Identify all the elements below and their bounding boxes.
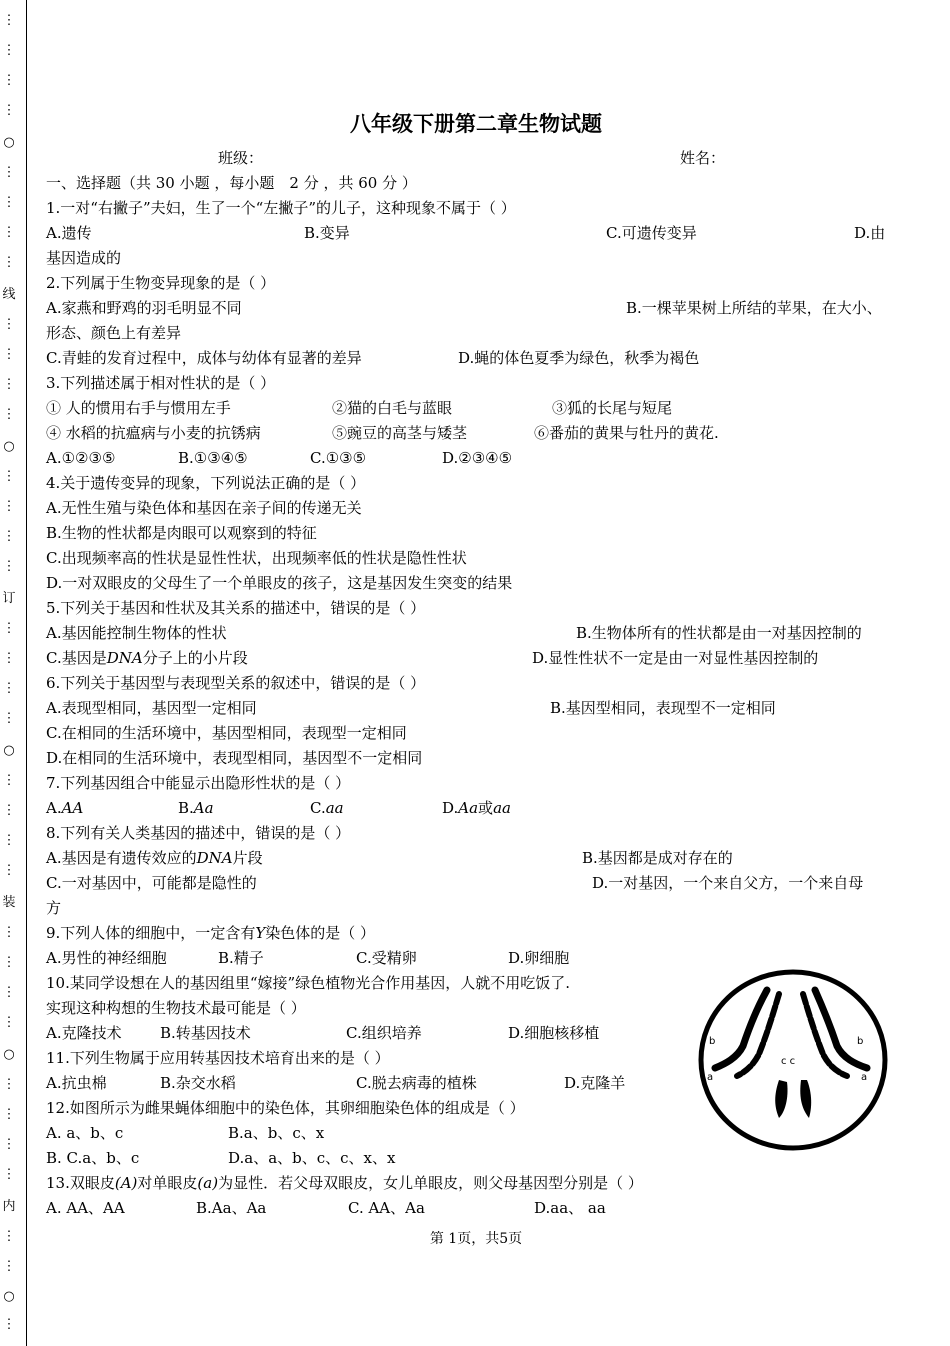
- q3-option-c: C.①③⑤: [310, 449, 367, 467]
- q3-item-3: ③狐的长尾与短尾: [552, 399, 673, 417]
- page-title: 八年级下册第二章生物试题: [350, 112, 602, 136]
- q3-item-2: ②猫的白毛与蓝眼: [332, 399, 453, 417]
- q4-option-c: C.出现频率高的性状是显性性状，出现频率低的性状是隐性性状: [46, 549, 467, 567]
- q2-option-b: B.一棵苹果树上所结的苹果，在大小、: [626, 299, 882, 317]
- q2-option-a: A.家燕和野鸡的羽毛明显不同: [46, 299, 242, 317]
- q8-option-d: D.一对基因，一个来自父方，一个来自母: [592, 874, 864, 892]
- chromosome-figure: [697, 968, 889, 1153]
- binding-line: [26, 0, 27, 1346]
- question-1: 1.一对“右撇子”夫妇，生了一个“左撇子”的儿子，这种现象不属于（ ）: [46, 199, 516, 217]
- q8-option-a: A.基因是有遗传效应的DNA片段: [46, 849, 263, 867]
- q7-option-a: A.AA: [46, 799, 84, 817]
- q3-item-5: ⑤豌豆的高茎与矮茎: [332, 424, 468, 442]
- q6-option-d: D.在相同的生活环境中，表现型相同，基因型不一定相同: [46, 749, 423, 767]
- q6-option-b: B.基因型相同，表现型不一定相同: [550, 699, 776, 717]
- binding-dots: ⋮ ⋮ ⋮ ⋮ ○ ⋮ ⋮ ⋮ ⋮ 线 ⋮ ⋮ ⋮ ⋮ ○ ⋮ ⋮ ⋮ ⋮ 订 ⋮ ⋮ ⋮ ⋮ ○ ⋮ ⋮ ⋮ ⋮ 装 ⋮ ⋮ ⋮ ⋮ ○ ⋮ ⋮ ⋮ ⋮ 内 ⋮ ⋮ ○ ⋮: [2, 13, 16, 1332]
- q11-option-d: D.克隆羊: [564, 1074, 626, 1092]
- q13-option-c: C. AA、Aa: [348, 1199, 425, 1217]
- q2-option-d: D.蝇的体色夏季为绿色，秋季为褐色: [458, 349, 700, 367]
- q3-option-d: D.②③④⑤: [442, 449, 513, 467]
- q9-option-b: B.精子: [218, 949, 264, 967]
- question-7: 7.下列基因组合中能显示出隐形性状的是（ ）: [46, 774, 351, 792]
- question-11: 11.下列生物属于应用转基因技术培育出来的是（ ）: [46, 1049, 390, 1067]
- q6-option-a: A.表现型相同，基因型一定相同: [46, 699, 257, 717]
- q10-option-b: B.转基因技术: [160, 1024, 251, 1042]
- q10-option-d: D.细胞核移植: [508, 1024, 600, 1042]
- question-6: 6.下列关于基因型与表现型关系的叙述中，错误的是（ ）: [46, 674, 426, 692]
- question-10-cont: 实现这种构想的生物技术最可能是（ ）: [46, 999, 306, 1017]
- q7-option-b: B.Aa: [178, 799, 214, 817]
- q12-option-d: D.a、a、b、c、c、x、x: [228, 1149, 396, 1167]
- binding-mark-xian: 线: [2, 287, 16, 302]
- question-4: 4.关于遗传变异的现象，下列说法正确的是（ ）: [46, 474, 366, 492]
- question-3: 3.下列描述属于相对性状的是（ ）: [46, 374, 276, 392]
- q1-option-b: B.变异: [304, 224, 350, 242]
- q9-option-d: D.卵细胞: [508, 949, 570, 967]
- q10-option-a: A.克隆技术: [46, 1024, 122, 1042]
- question-8: 8.下列有关人类基因的描述中，错误的是（ ）: [46, 824, 351, 842]
- q9-option-c: C.受精卵: [356, 949, 417, 967]
- figure-label-b-right: b: [857, 1036, 864, 1047]
- q12-option-c: B. C.a、b、c: [46, 1149, 140, 1167]
- question-2: 2.下列属于生物变异现象的是（ ）: [46, 274, 276, 292]
- q3-option-a: A.①②③⑤: [46, 449, 116, 467]
- page-footer: 第 1页，共5页: [429, 1231, 523, 1247]
- q13-option-b: B.Aa、Aa: [196, 1199, 267, 1217]
- binding-mark-nei: 内: [2, 1199, 16, 1214]
- q5-option-b: B.生物体所有的性状都是由一对基因控制的: [576, 624, 862, 642]
- figure-label-cc: c c: [781, 1056, 796, 1067]
- section-heading: 一、选择题（共 30 小题 ，每小题 2 分 ，共 60 分 ）: [46, 174, 417, 192]
- q5-option-c: C.基因是DNA分子上的小片段: [46, 649, 248, 667]
- q12-option-a: A. a、b、c: [46, 1124, 124, 1142]
- name-label: 姓名：: [680, 149, 726, 167]
- q8-option-c: C.一对基因中，可能都是隐性的: [46, 874, 257, 892]
- question-5: 5.下列关于基因和性状及其关系的描述中，错误的是（ ）: [46, 599, 426, 617]
- figure-label-a-right: a: [861, 1072, 868, 1083]
- question-12: 12.如图所示为雌果蝇体细胞中的染色体，其卵细胞染色体的组成是（ ）: [46, 1099, 525, 1117]
- q4-option-b: B.生物的性状都是肉眼可以观察到的特征: [46, 524, 317, 542]
- question-10: 10.某同学设想在人的基因组里“嫁接”绿色植物光合作用基因，人就不用吃饭了.: [46, 974, 570, 992]
- q10-option-c: C.组织培养: [346, 1024, 422, 1042]
- q2-option-c: C.青蛙的发育过程中，成体与幼体有显著的差异: [46, 349, 362, 367]
- q11-option-a: A.抗虫棉: [46, 1074, 107, 1092]
- binding-margin: [0, 0, 28, 1346]
- q5-option-a: A.基因能控制生物体的性状: [46, 624, 227, 642]
- q1-option-d: D.由: [854, 224, 886, 242]
- q4-option-d: D.一对双眼皮的父母生了一个单眼皮的孩子，这是基因发生突变的结果: [46, 574, 513, 592]
- q1-option-c: C.可遗传变异: [606, 224, 697, 242]
- question-9: 9.下列人体的细胞中，一定含有Y染色体的是（ ）: [46, 924, 376, 942]
- q3-option-b: B.①③④⑤: [178, 449, 248, 467]
- q8-option-b: B.基因都是成对存在的: [582, 849, 733, 867]
- q13-option-a: A. AA、AA: [46, 1199, 125, 1217]
- q3-item-6: ⑥番茄的黄果与牡丹的黄花.: [534, 424, 719, 442]
- q11-option-c: C.脱去病毒的植株: [356, 1074, 477, 1092]
- q7-option-c: C.aa: [310, 799, 344, 817]
- q6-option-c: C.在相同的生活环境中，基因型相同，表现型一定相同: [46, 724, 407, 742]
- q2-option-b-cont: 形态、颜色上有差异: [46, 324, 182, 342]
- q13-option-d: D.aa、 aa: [534, 1199, 606, 1217]
- q1-option-a: A.遗传: [46, 224, 92, 242]
- binding-mark-zhuang: 装: [2, 895, 16, 910]
- figure-label-b-left: b: [709, 1036, 716, 1047]
- figure-label-a-left: a: [707, 1072, 714, 1083]
- q4-option-a: A.无性生殖与染色体和基因在亲子间的传递无关: [46, 499, 362, 517]
- q5-option-d: D.显性性状不一定是由一对显性基因控制的: [532, 649, 819, 667]
- question-13: 13.双眼皮(A)对单眼皮(a)为显性．若父母双眼皮，女儿单眼皮，则父母基因型分别是（ ）: [46, 1174, 643, 1192]
- q1-option-d-cont: 基因造成的: [46, 249, 122, 267]
- q3-item-4: ④ 水稻的抗瘟病与小麦的抗锈病: [46, 424, 261, 442]
- q12-option-b: B.a、b、c、x: [228, 1124, 325, 1142]
- q9-option-a: A.男性的神经细胞: [46, 949, 167, 967]
- q11-option-b: B.杂交水稻: [160, 1074, 236, 1092]
- q3-item-1: ① 人的惯用右手与惯用左手: [46, 399, 231, 417]
- binding-mark-ding: 订: [2, 591, 16, 606]
- class-label: 班级：: [218, 149, 264, 167]
- q8-option-d-cont: 方: [46, 899, 62, 917]
- q7-option-d: D.Aa或aa: [442, 799, 511, 817]
